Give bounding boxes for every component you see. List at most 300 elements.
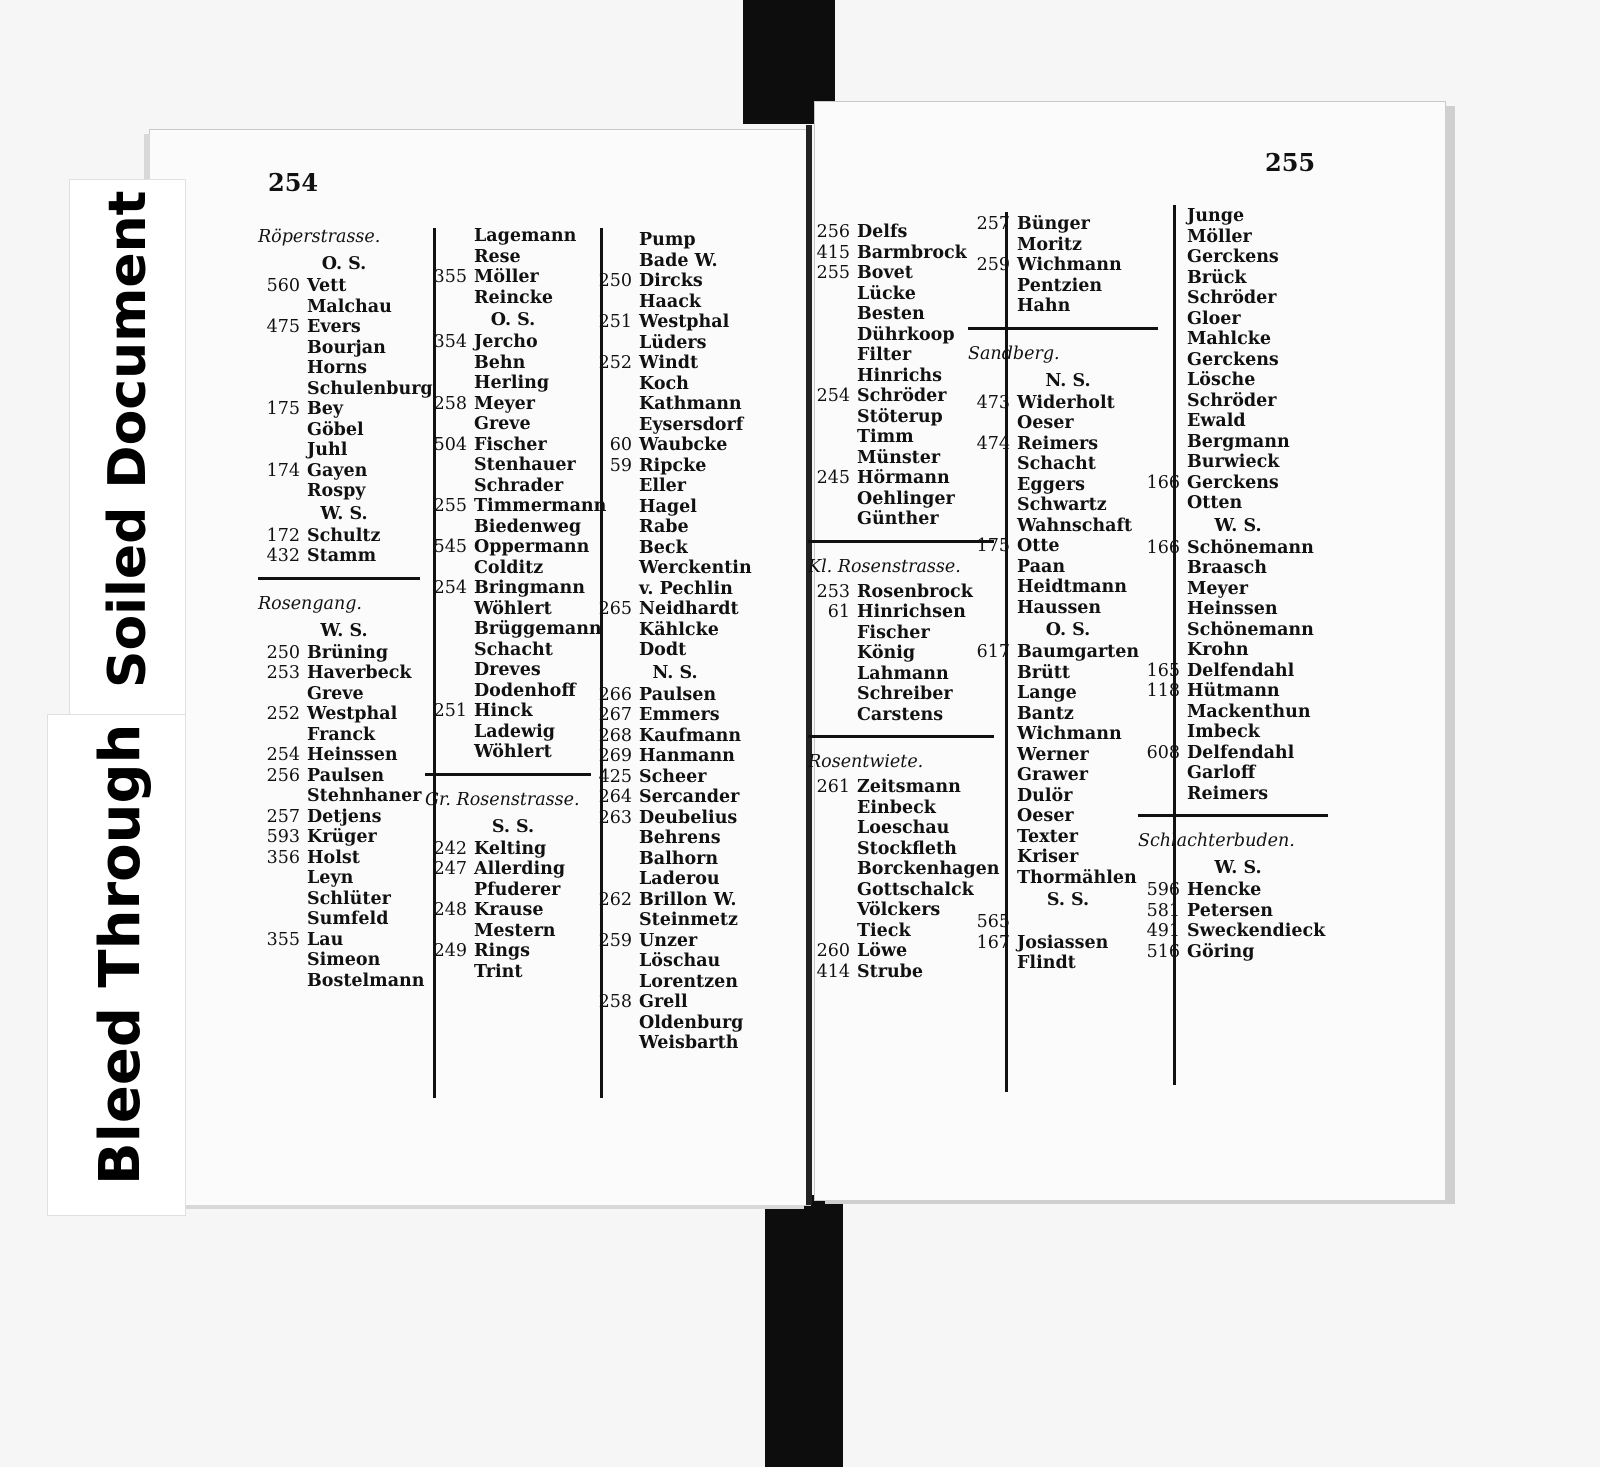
resident-name: Rosenbrock [857,581,973,602]
section-rule-line [1138,814,1328,817]
house-number: 608 [1146,742,1180,763]
house-number: 432 [266,546,300,566]
resident-name: Lau [307,929,344,950]
directory-entry [1138,763,1338,784]
house-number: 260 [816,941,850,961]
resident-name: Scheer [639,766,707,787]
directory-entry [590,374,760,395]
resident-name: Petersen [1187,900,1273,921]
section-rule-line [258,577,420,580]
resident-name: Strube [857,961,924,982]
resident-name: Stamm [307,546,377,566]
directory-entry [1138,901,1338,922]
street-side-label: S. S. [491,816,535,837]
resident-name: Lahmann [857,663,949,684]
house-number: 257 [976,214,1010,234]
resident-name: Colditz [474,557,544,578]
section-rule-line [808,540,994,543]
directory-entry [590,931,760,952]
resident-name: Baumgarten [1017,642,1140,662]
directory-entry [258,481,430,502]
resident-name: Imbeck [1187,722,1260,742]
directory-entry [425,414,601,435]
resident-name: Krohn [1187,640,1249,660]
directory-entry [425,455,601,476]
directory-entry [1138,942,1338,963]
street-heading: Rosentwiete. [808,752,924,772]
resident-name: Loeschau [857,818,950,838]
directory-entry [425,373,601,394]
resident-name: Ladewig [474,721,555,742]
directory-entry [425,880,601,901]
resident-name: Weisbarth [639,1033,739,1053]
directory-entry [590,456,760,477]
house-number: 254 [266,745,300,765]
directory-entry [1138,350,1338,371]
resident-name: Dreves [474,660,541,680]
section-rule [1138,804,1338,826]
resident-name: Waubcke [639,435,728,455]
resident-name: Junge [1187,206,1245,226]
resident-name: Göbel [307,419,364,440]
directory-entry [590,951,760,972]
resident-name: Rese [474,246,521,267]
directory-entry [425,660,601,681]
directory-column [425,226,607,982]
resident-name: Simeon [307,950,381,970]
resident-name: Herling [474,373,550,393]
resident-name: Delfs [857,222,908,242]
resident-name: Eysersdorf [639,414,744,435]
house-number: 262 [598,889,632,910]
resident-name: Sumfeld [307,909,389,929]
resident-name: Ewald [1187,411,1246,431]
directory-entry [1138,538,1338,559]
resident-name: Kählcke [639,619,719,640]
house-number: 474 [976,433,1010,454]
resident-name: Borckenhagen [857,859,1000,879]
resident-name: Lücke [857,283,916,304]
directory-entry [258,971,430,992]
resident-name: Detjens [307,806,382,827]
house-number: 256 [266,765,300,786]
resident-name: Unzer [639,930,698,951]
directory-entry [590,292,760,313]
directory-entry [425,226,601,247]
directory-entry [258,745,430,766]
house-number: 504 [433,434,467,455]
house-number: 261 [816,777,850,797]
resident-name: Paulsen [307,765,385,786]
resident-name: Schönemann [1187,619,1314,640]
resident-name: Gerckens [1187,472,1279,493]
street-side-label: W. S. [1214,515,1262,536]
street-side-label: O. S. [490,310,536,330]
resident-name: Reimers [1187,783,1269,804]
resident-name: Thormählen [1017,867,1137,888]
bleed-through-label: Bleed Through [88,723,153,1185]
directory-entry [590,910,760,931]
directory-entry [590,828,760,849]
directory-entry [1138,309,1338,330]
resident-name: Bourjan [307,337,386,358]
resident-name: Malchau [307,296,392,317]
resident-name: Paan [1017,556,1066,577]
resident-name: Braasch [1187,558,1267,578]
directory-entry [1138,473,1338,494]
resident-name: Trint [474,961,523,982]
resident-name: Oldenburg [639,1012,744,1033]
directory-entry [258,338,430,359]
directory-entry [590,517,760,538]
resident-name: Wöhlert [474,742,552,762]
directory-entry [258,889,430,910]
house-number: 255 [433,496,467,516]
house-number: 259 [598,930,632,951]
resident-name: Meyer [474,393,536,414]
right-page-number: 255 [1265,148,1316,177]
directory-entry [425,435,601,456]
resident-name: Meyer [1187,578,1249,599]
resident-name: Löwe [857,941,908,961]
directory-entry [590,538,760,559]
resident-name: Besten [857,304,925,324]
directory-entry [590,312,760,333]
resident-name: Göring [1187,941,1255,962]
directory-entry [258,317,430,338]
directory-column [258,222,433,991]
directory-entry [1138,452,1338,473]
resident-name: Barmbrock [857,242,967,263]
resident-name: Pentzien [1017,275,1103,296]
resident-name: Brück [1187,267,1247,288]
resident-name: Timm [857,427,914,447]
resident-name: Bostelmann [307,970,425,991]
house-number: 258 [433,393,467,414]
house-number: 252 [266,704,300,724]
resident-name: Schwartz [1017,495,1107,515]
directory-entry [258,930,430,951]
resident-name: Schlüter [307,888,391,909]
house-number: 251 [433,701,467,721]
resident-name: Brütt [1017,662,1070,683]
resident-name: Reimers [1017,433,1099,454]
resident-name: Delfendahl [1187,660,1295,681]
directory-entry [1138,743,1338,764]
resident-name: Jercho [474,332,538,352]
resident-name: Völckers [857,900,941,920]
directory-entry [590,869,760,890]
resident-name: Texter [1017,826,1079,847]
resident-name: Rings [474,941,531,961]
resident-name: Hörmann [857,468,950,488]
street-side-label: S. S. [1046,890,1090,910]
directory-entry [258,526,430,547]
resident-name: Reincke [474,287,553,308]
resident-name: Sercander [639,787,740,807]
directory-entry [425,558,601,579]
resident-name: Schröder [1187,288,1277,308]
house-number: 247 [433,859,467,879]
spine-shadow-bottom [765,1195,843,1467]
resident-name: Brüggemann [474,619,602,639]
directory-entry [590,640,760,661]
directory-entry [1138,227,1338,248]
resident-name: Kriser [1017,847,1079,867]
directory-entry [425,332,601,353]
resident-name: Eggers [1017,474,1086,495]
directory-entry [1138,784,1338,805]
house-number: 172 [266,525,300,546]
resident-name: Westphal [307,704,398,724]
resident-name: Oeser [1017,806,1074,826]
directory-entry [1138,268,1338,289]
resident-name: Heinssen [1187,599,1278,619]
directory-entry [590,1013,760,1034]
resident-name: Grawer [1017,765,1088,785]
resident-name: Dircks [639,271,703,291]
resident-name: Neidhardt [639,599,739,619]
resident-name: Greve [307,683,364,704]
house-number: 355 [433,267,467,287]
street-side-label: N. S. [652,662,698,683]
directory-entry [258,684,430,705]
directory-entry [590,599,760,620]
resident-name: Stöterup [857,406,943,427]
house-number: 118 [1146,681,1180,701]
resident-name: Vett [307,276,347,296]
directory-entry [425,537,601,558]
house-number: 266 [598,684,632,705]
street-side-label: W. S. [1214,858,1262,878]
resident-name: Hahn [1017,296,1071,316]
soiled-document-label: Soiled Document [98,190,158,688]
resident-name: Pump [639,230,696,250]
directory-entry [1138,921,1338,942]
directory-entry [425,681,601,702]
directory-entry [1138,411,1338,432]
directory-entry [425,476,601,497]
house-number: 166 [1146,537,1180,558]
resident-name: v. Pechlin [639,578,733,599]
directory-entry [590,808,760,829]
resident-name: Fischer [857,622,930,643]
directory-entry [425,578,601,599]
house-number: 265 [598,599,632,619]
directory-entry [258,827,430,848]
house-number: 175 [266,399,300,419]
resident-name: Timmermann [474,496,607,516]
resident-name: Einbeck [857,797,936,818]
directory-entry [1138,247,1338,268]
directory-entry [258,663,430,684]
house-number: 414 [816,961,850,982]
resident-name: Rospy [307,481,366,501]
directory-entry [1138,288,1338,309]
directory-entry [258,358,430,379]
section-rule-line [808,735,994,738]
resident-name: Mackenthun [1187,701,1311,722]
directory-entry [425,921,601,942]
resident-name: Werckentin [639,558,752,578]
directory-entry [258,909,430,930]
resident-name: Behn [474,352,526,373]
directory-entry [590,1033,760,1054]
resident-name: Steinmetz [639,910,738,930]
resident-name: König [857,643,916,663]
resident-name: Hagel [639,496,697,517]
house-number: 596 [1146,880,1180,900]
resident-name: Rabe [639,517,689,537]
directory-entry [1138,620,1338,641]
resident-name: Josiassen [1017,932,1109,953]
resident-name: Stockfleth [857,838,957,859]
directory-entry [425,267,601,288]
resident-name: Flindt [1017,953,1076,973]
directory-entry [258,297,430,318]
resident-name: Tieck [857,920,911,941]
resident-name: Dührkoop [857,324,955,345]
resident-name: Sweckendieck [1187,921,1326,941]
resident-name: Haverbeck [307,663,412,683]
house-number: 268 [598,725,632,746]
resident-name: Emmers [639,705,720,725]
resident-name: Fischer [474,434,547,455]
directory-entry [258,461,430,482]
resident-name: Ripcke [639,455,707,476]
house-number: 250 [266,642,300,663]
resident-name: Hütmann [1187,681,1280,701]
section-rule [425,763,601,785]
house-number: 425 [598,766,632,787]
soiled-document-label-strip [70,180,185,715]
house-number: 256 [816,222,850,242]
resident-name: Leyn [307,868,354,888]
house-number: 60 [609,435,632,455]
street-heading: Schlachterbuden. [1138,831,1295,851]
bleed-through-label-strip [48,715,185,1215]
house-number: 61 [827,602,850,622]
resident-name: Münster [857,447,941,468]
house-number: 248 [433,900,467,920]
resident-name: Mestern [474,920,556,941]
directory-entry [1138,391,1338,412]
directory-entry [590,476,760,497]
directory-entry [590,705,760,726]
street-heading: Rosengang. [258,593,362,614]
directory-entry [1138,432,1338,453]
resident-name: Paulsen [639,684,717,705]
house-number: 475 [266,317,300,337]
house-number: 258 [598,992,632,1012]
resident-name: Schultz [307,525,381,546]
directory-entry [1138,206,1338,227]
resident-name: Bantz [1017,703,1074,724]
resident-name: Werner [1017,744,1089,765]
resident-name: Bovet [857,263,913,283]
resident-name: Oehlinger [857,488,955,509]
directory-entry [258,420,430,441]
directory-entry [590,415,760,436]
directory-column [590,230,760,1054]
resident-name: Beck [639,537,688,558]
house-number: 167 [976,932,1010,953]
resident-name: Evers [307,317,361,337]
resident-name: Löschau [639,951,721,971]
house-number: 356 [266,847,300,868]
directory-entry [425,247,601,268]
resident-name: Gerckens [1187,247,1279,267]
resident-name: Dulör [1017,785,1073,806]
directory-entry [590,992,760,1013]
resident-name: Schacht [1017,454,1096,474]
directory-entry [258,950,430,971]
directory-entry [425,701,601,722]
street-heading: Sandberg. [968,343,1060,364]
directory-entry [425,288,601,309]
directory-entry [258,704,430,725]
directory-entry [258,807,430,828]
resident-name: Oeser [1017,413,1074,433]
directory-entry [590,620,760,641]
directory-entry [590,787,760,808]
resident-name: Hinrichsen [857,602,966,622]
house-number: 252 [598,353,632,373]
resident-name: Heinssen [307,745,398,765]
resident-name: Otte [1017,536,1060,556]
resident-name: Widerholt [1017,392,1115,413]
street-heading: Röperstrasse. [258,227,381,247]
resident-name: Bringmann [474,578,585,598]
resident-name: Stenhauer [474,455,576,475]
resident-name: Hinrichs [857,365,943,386]
house-number: 263 [598,807,632,828]
directory-entry [590,685,760,706]
resident-name: Haussen [1017,597,1102,618]
resident-name: Stehnhaner [307,786,422,806]
resident-name: Franck [307,724,376,745]
directory-entry [258,868,430,889]
resident-name: Wichmann [1017,255,1122,275]
resident-name: Mahlcke [1187,329,1271,349]
directory-entry [425,496,607,517]
house-number: 415 [816,242,850,263]
street-heading: Kl. Rosenstrasse. [808,556,961,577]
resident-name: Wichmann [1017,724,1122,744]
directory-entry [258,725,430,746]
resident-name: Gayen [307,460,368,481]
directory-entry [1138,579,1338,600]
directory-entry [590,333,760,354]
resident-name: Schacht [474,639,553,660]
directory-entry [425,859,601,880]
resident-name: Schönemann [1187,537,1314,558]
directory-entry [425,599,601,620]
resident-name: Schrader [474,475,564,496]
directory-entry [1138,880,1338,901]
directory-entry [1138,722,1338,743]
directory-entry [590,230,760,251]
directory-entry [1138,661,1338,682]
resident-name: Wahnschaft [1017,515,1133,536]
directory-entry [1138,370,1338,391]
resident-name: Biedenweg [474,516,582,537]
resident-name: Oppermann [474,537,590,557]
house-number: 242 [433,838,467,859]
house-number: 254 [433,578,467,598]
resident-name: Bade W. [639,250,718,271]
directory-entry [590,558,760,579]
